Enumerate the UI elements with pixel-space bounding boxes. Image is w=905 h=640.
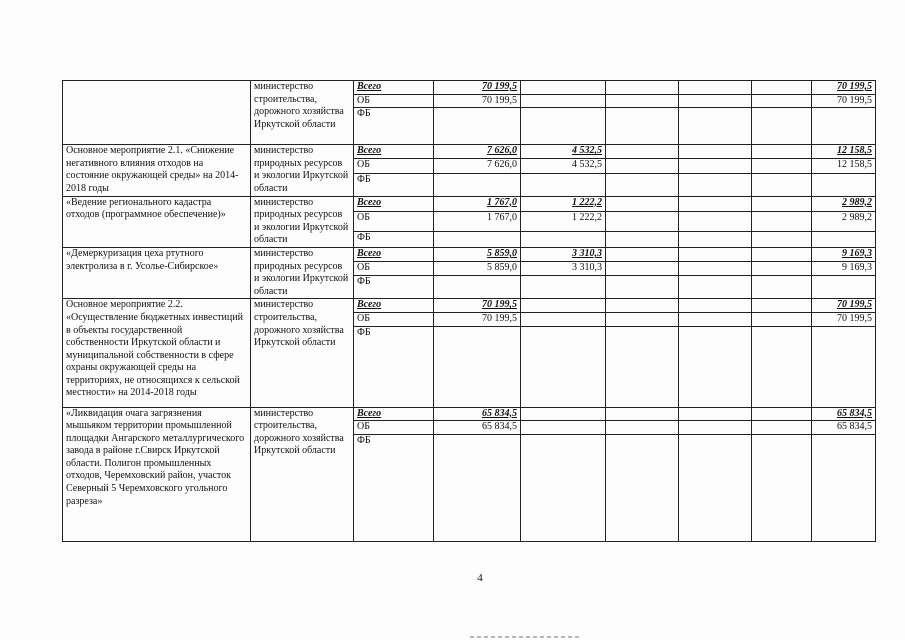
source-cell: ОБ bbox=[354, 212, 434, 232]
value-cell bbox=[606, 262, 679, 276]
value-cell bbox=[752, 108, 812, 145]
executor-cell: министерство строительства, дорожного хозяйства Иркутской области bbox=[251, 407, 354, 541]
value-cell: 4 532,5 bbox=[521, 145, 606, 159]
source-cell: Всего bbox=[354, 81, 434, 95]
total-value-cell: 9 169,3 bbox=[812, 262, 876, 276]
value-cell bbox=[434, 326, 521, 407]
source-cell: ОБ bbox=[354, 262, 434, 276]
value-cell bbox=[679, 145, 752, 159]
total-value-cell: 70 199,5 bbox=[812, 94, 876, 108]
table-row-total bbox=[63, 145, 876, 159]
event-name-cell: «Ликвидация очага загрязнения мышьяком территории промышленной площадки Ангарского металлургического завода в районе г.Свирск Иркутской области. Полигон промышленных отходов, Черемховский район, участок Северный 5 Черемховского угольного разреза» bbox=[63, 407, 251, 541]
source-cell: Всего bbox=[354, 407, 434, 421]
source-cell: Всего bbox=[354, 145, 434, 159]
value-cell bbox=[521, 276, 606, 299]
value-cell bbox=[679, 159, 752, 173]
value-cell bbox=[679, 94, 752, 108]
value-cell bbox=[752, 434, 812, 541]
total-value-cell: 9 169,3 bbox=[812, 247, 876, 261]
value-cell bbox=[679, 312, 752, 326]
source-cell: ФБ bbox=[354, 108, 434, 145]
value-cell bbox=[606, 299, 679, 313]
source-cell: ОБ bbox=[354, 312, 434, 326]
value-cell bbox=[752, 173, 812, 196]
value-cell bbox=[606, 145, 679, 159]
event-name-cell: Основное мероприятие 2.1. «Снижение негативного влияния отходов на состояние окружающей среды» на 2014-2018 годы bbox=[63, 145, 251, 196]
value-cell bbox=[679, 247, 752, 261]
value-cell bbox=[606, 94, 679, 108]
table-row-total bbox=[63, 247, 876, 261]
event-name-cell: «Ведение регионального кадастра отходов (программное обеспечение)» bbox=[63, 196, 251, 247]
value-cell bbox=[752, 299, 812, 313]
value-cell bbox=[679, 81, 752, 95]
value-cell: 1 767,0 bbox=[434, 212, 521, 232]
executor-cell: министерство природных ресурсов и экологии Иркутской области bbox=[251, 247, 354, 298]
source-cell: ФБ bbox=[354, 276, 434, 299]
value-cell bbox=[606, 196, 679, 212]
total-value-cell: 65 834,5 bbox=[812, 421, 876, 435]
value-cell bbox=[521, 94, 606, 108]
value-cell bbox=[606, 81, 679, 95]
table-body bbox=[63, 81, 876, 542]
value-cell bbox=[606, 312, 679, 326]
table-row-total bbox=[63, 407, 876, 421]
value-cell bbox=[752, 326, 812, 407]
value-cell bbox=[521, 312, 606, 326]
value-cell bbox=[752, 145, 812, 159]
table-row-total bbox=[63, 81, 876, 95]
value-cell bbox=[434, 276, 521, 299]
total-value-cell: 2 989,2 bbox=[812, 212, 876, 232]
value-cell: 70 199,5 bbox=[434, 312, 521, 326]
value-cell bbox=[679, 173, 752, 196]
executor-cell: министерство природных ресурсов и экологии Иркутской области bbox=[251, 196, 354, 247]
value-cell bbox=[606, 407, 679, 421]
value-cell bbox=[679, 421, 752, 435]
value-cell bbox=[752, 159, 812, 173]
value-cell bbox=[679, 299, 752, 313]
value-cell bbox=[606, 276, 679, 299]
value-cell: 7 626,0 bbox=[434, 145, 521, 159]
value-cell bbox=[679, 262, 752, 276]
value-cell: 65 834,5 bbox=[434, 421, 521, 435]
value-cell bbox=[752, 276, 812, 299]
value-cell: 1 222,2 bbox=[521, 212, 606, 232]
value-cell bbox=[752, 196, 812, 212]
total-value-cell: 65 834,5 bbox=[812, 407, 876, 421]
value-cell bbox=[434, 108, 521, 145]
source-cell: ФБ bbox=[354, 231, 434, 247]
source-cell: Всего bbox=[354, 299, 434, 313]
event-name-cell: «Демеркуризация цеха ртутного электролиза в г. Усолье-Сибирское» bbox=[63, 247, 251, 298]
value-cell bbox=[679, 231, 752, 247]
page-number: 4 bbox=[477, 572, 483, 584]
value-cell bbox=[752, 212, 812, 232]
value-cell bbox=[752, 247, 812, 261]
value-cell bbox=[521, 421, 606, 435]
value-cell: 5 859,0 bbox=[434, 247, 521, 261]
value-cell bbox=[752, 421, 812, 435]
total-value-cell: 12 158,5 bbox=[812, 145, 876, 159]
value-cell bbox=[606, 421, 679, 435]
total-value-cell bbox=[812, 326, 876, 407]
executor-cell: министерство строительства, дорожного хозяйства Иркутской области bbox=[251, 299, 354, 407]
total-value-cell: 70 199,5 bbox=[812, 81, 876, 95]
value-cell bbox=[679, 276, 752, 299]
total-value-cell bbox=[812, 276, 876, 299]
total-value-cell: 70 199,5 bbox=[812, 299, 876, 313]
budget-table bbox=[62, 80, 876, 542]
value-cell: 70 199,5 bbox=[434, 81, 521, 95]
value-cell: 65 834,5 bbox=[434, 407, 521, 421]
value-cell: 3 310,3 bbox=[521, 262, 606, 276]
table-row-total bbox=[63, 196, 876, 212]
value-cell: 5 859,0 bbox=[434, 262, 521, 276]
source-cell: Всего bbox=[354, 247, 434, 261]
scan-artifact bbox=[470, 636, 580, 638]
source-cell: Всего bbox=[354, 196, 434, 212]
value-cell: 3 310,3 bbox=[521, 247, 606, 261]
value-cell bbox=[521, 299, 606, 313]
value-cell bbox=[521, 81, 606, 95]
event-name-cell: Основное мероприятие 2.2. «Осуществление бюджетных инвестиций в объекты государственной собственности Иркутской области и муниципальной собственности в сфере охраны окружающей среды на территориях, не относящихся к сельской местности» на 2014-2018 годы bbox=[63, 299, 251, 407]
total-value-cell: 12 158,5 bbox=[812, 159, 876, 173]
value-cell: 4 532,5 bbox=[521, 159, 606, 173]
value-cell bbox=[521, 407, 606, 421]
event-name-cell bbox=[63, 81, 251, 145]
total-value-cell: 2 989,2 bbox=[812, 196, 876, 212]
value-cell bbox=[434, 173, 521, 196]
total-value-cell bbox=[812, 231, 876, 247]
value-cell bbox=[752, 262, 812, 276]
value-cell: 70 199,5 bbox=[434, 299, 521, 313]
value-cell bbox=[752, 312, 812, 326]
value-cell bbox=[606, 231, 679, 247]
value-cell bbox=[521, 231, 606, 247]
executor-cell: министерство природных ресурсов и экологии Иркутской области bbox=[251, 145, 354, 196]
value-cell bbox=[606, 108, 679, 145]
source-cell: ОБ bbox=[354, 94, 434, 108]
value-cell bbox=[752, 94, 812, 108]
value-cell bbox=[679, 212, 752, 232]
value-cell: 1 767,0 bbox=[434, 196, 521, 212]
value-cell bbox=[606, 434, 679, 541]
source-cell: ФБ bbox=[354, 434, 434, 541]
source-cell: ОБ bbox=[354, 421, 434, 435]
source-cell: ФБ bbox=[354, 326, 434, 407]
executor-cell: министерство строительства, дорожного хозяйства Иркутской области bbox=[251, 81, 354, 145]
value-cell bbox=[606, 247, 679, 261]
value-cell bbox=[521, 326, 606, 407]
value-cell bbox=[679, 434, 752, 541]
value-cell bbox=[606, 159, 679, 173]
value-cell bbox=[606, 212, 679, 232]
value-cell bbox=[679, 108, 752, 145]
total-value-cell bbox=[812, 108, 876, 145]
value-cell bbox=[606, 326, 679, 407]
value-cell: 7 626,0 bbox=[434, 159, 521, 173]
value-cell bbox=[434, 434, 521, 541]
total-value-cell: 70 199,5 bbox=[812, 312, 876, 326]
value-cell bbox=[752, 81, 812, 95]
value-cell bbox=[679, 196, 752, 212]
table-row-total bbox=[63, 299, 876, 313]
value-cell: 70 199,5 bbox=[434, 94, 521, 108]
source-cell: ФБ bbox=[354, 173, 434, 196]
value-cell bbox=[752, 231, 812, 247]
value-cell bbox=[521, 108, 606, 145]
value-cell bbox=[679, 407, 752, 421]
value-cell: 1 222,2 bbox=[521, 196, 606, 212]
total-value-cell bbox=[812, 434, 876, 541]
total-value-cell bbox=[812, 173, 876, 196]
value-cell bbox=[434, 231, 521, 247]
value-cell bbox=[521, 434, 606, 541]
value-cell bbox=[521, 173, 606, 196]
value-cell bbox=[679, 326, 752, 407]
value-cell bbox=[752, 407, 812, 421]
value-cell bbox=[606, 173, 679, 196]
source-cell: ОБ bbox=[354, 159, 434, 173]
